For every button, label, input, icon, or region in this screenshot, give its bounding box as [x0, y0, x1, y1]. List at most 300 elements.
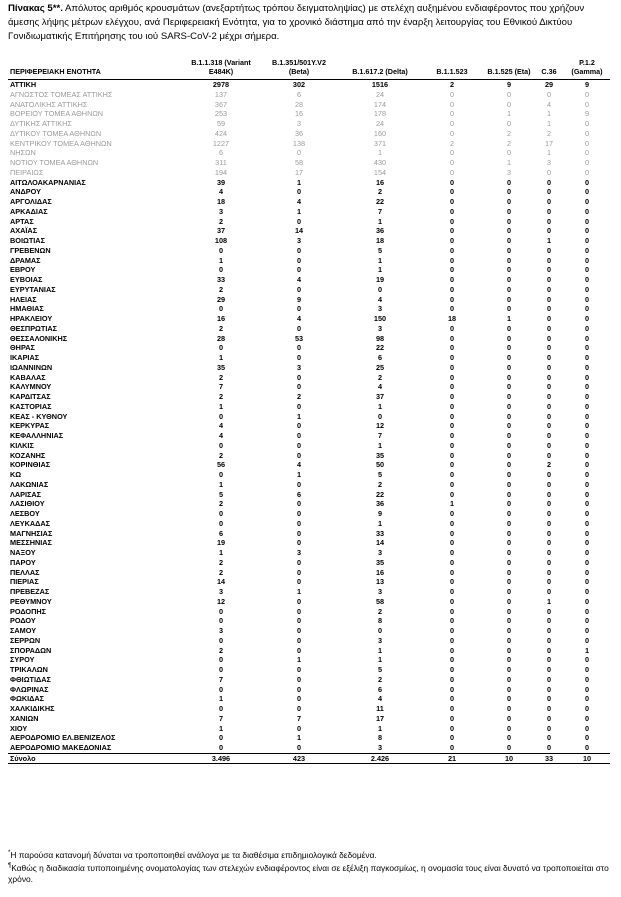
count-cell: 0: [296, 353, 302, 362]
count-cell: 0: [506, 245, 512, 255]
total-cell: 21: [447, 753, 457, 763]
region-name: ΔΥΤΙΚΗΣ ΑΤΤΙΚΗΣ: [10, 119, 72, 128]
region-name: ΕΒΡΟΥ: [10, 265, 36, 275]
count-cell: 0: [296, 606, 302, 616]
count-cell: 154: [373, 167, 387, 177]
count-cell: 4: [377, 694, 383, 704]
count-cell: 0: [449, 343, 455, 353]
count-cell: 3: [296, 548, 302, 557]
count-cell: 2: [377, 372, 383, 382]
count-cell: 0: [506, 577, 512, 587]
region-name: ΚΑΒΑΛΑΣ: [10, 372, 46, 382]
count-cell: 17: [375, 713, 385, 723]
count-cell: 0: [546, 587, 552, 596]
count-cell: 0: [546, 499, 552, 509]
region-name: ΡΕΘΥΜΝΟΥ: [10, 596, 52, 606]
count-cell: 0: [296, 148, 302, 158]
footnotes: [8, 848, 613, 885]
count-cell: 0: [506, 411, 512, 421]
total-row: [8, 753, 610, 765]
count-cell: 33: [375, 528, 385, 538]
table-row: [8, 256, 610, 266]
count-cell: 174: [373, 99, 387, 109]
count-cell: 0: [546, 372, 552, 382]
region-name: ΠΑΡΟΥ: [10, 557, 36, 567]
count-cell: 11: [376, 704, 384, 713]
count-cell: 0: [546, 314, 552, 323]
count-cell: 0: [506, 528, 512, 538]
count-cell: 0: [218, 411, 224, 421]
count-cell: 5: [377, 470, 383, 479]
count-cell: 0: [449, 236, 455, 245]
region-name: ΑΡΓΟΛΙΔΑΣ: [10, 197, 52, 206]
count-cell: 0: [584, 431, 590, 440]
count-cell: 0: [449, 411, 455, 421]
count-cell: 19: [216, 538, 226, 548]
count-cell: 14: [216, 577, 226, 587]
count-cell: 0: [546, 411, 552, 421]
table-row: [8, 197, 610, 207]
region-name: ΚΕΡΚΥΡΑΣ: [10, 421, 50, 431]
count-cell: 2: [218, 284, 224, 294]
count-cell: 0: [584, 713, 590, 723]
header-b1525: B.1.525 (Eta): [487, 67, 531, 76]
count-cell: 0: [584, 392, 590, 401]
count-cell: 1: [377, 216, 383, 226]
count-cell: 0: [218, 665, 224, 674]
table-row: [8, 304, 610, 314]
table-caption: [8, 2, 613, 44]
table-row: [8, 275, 610, 285]
count-cell: 0: [546, 226, 552, 236]
count-cell: 0: [449, 440, 455, 450]
count-cell: 0: [296, 596, 302, 606]
count-cell: 0: [218, 518, 224, 528]
table-row: [8, 685, 610, 695]
count-cell: 0: [506, 626, 512, 635]
count-cell: 0: [584, 567, 590, 577]
count-cell: 0: [449, 158, 455, 167]
table-row: [8, 226, 610, 236]
count-cell: 0: [506, 362, 512, 372]
count-cell: 7: [218, 674, 224, 684]
count-cell: 0: [296, 704, 302, 713]
count-cell: 311: [215, 158, 227, 167]
count-cell: 0: [506, 548, 512, 557]
count-cell: 0: [506, 479, 512, 489]
count-cell: 6: [377, 684, 383, 694]
count-cell: 4: [296, 275, 302, 284]
count-cell: 0: [449, 177, 455, 187]
count-cell: 1: [218, 255, 224, 265]
table-row: [8, 187, 610, 197]
variants-table: [8, 51, 610, 764]
count-cell: 0: [546, 577, 552, 587]
count-cell: 0: [584, 723, 590, 733]
count-cell: 430: [373, 158, 387, 167]
count-cell: 1: [449, 499, 455, 509]
count-cell: 0: [584, 362, 590, 372]
region-name: ΚΑΡΔΙΤΣΑΣ: [10, 392, 51, 401]
count-cell: 36: [375, 226, 385, 236]
count-cell: 0: [584, 684, 590, 694]
count-cell: 150: [373, 314, 387, 323]
count-cell: 22: [375, 489, 385, 499]
count-cell: 0: [546, 479, 552, 489]
count-cell: 0: [546, 177, 552, 187]
count-cell: 3: [218, 626, 224, 635]
table-row: [8, 441, 610, 451]
count-cell: 0: [449, 382, 455, 392]
count-cell: 56: [216, 460, 226, 470]
count-cell: 2: [377, 606, 383, 616]
count-cell: 0: [377, 411, 383, 421]
count-cell: 0: [506, 694, 512, 704]
count-cell: 0: [218, 743, 224, 752]
count-cell: 0: [584, 119, 590, 128]
count-cell: 1: [546, 236, 552, 245]
count-cell: 3: [377, 323, 383, 333]
count-cell: 137: [214, 89, 228, 99]
count-cell: 0: [506, 304, 512, 314]
count-cell: 0: [546, 245, 552, 255]
count-cell: 0: [296, 255, 302, 265]
region-name: ΛΑΚΩΝΙΑΣ: [10, 479, 49, 489]
count-cell: 0: [449, 587, 455, 596]
table-row: [8, 324, 610, 334]
count-cell: 0: [506, 421, 512, 431]
count-cell: 2: [449, 80, 455, 89]
count-cell: 0: [296, 440, 302, 450]
table-header: [8, 51, 610, 80]
table-row: [8, 704, 610, 714]
count-cell: 0: [218, 733, 224, 743]
count-cell: 0: [296, 743, 302, 752]
count-cell: 1: [546, 109, 552, 119]
count-cell: 0: [449, 626, 455, 635]
table-row: [8, 529, 610, 539]
count-cell: 0: [584, 655, 590, 665]
count-cell: 0: [449, 723, 455, 733]
count-cell: 0: [506, 450, 512, 460]
count-cell: 0: [546, 538, 552, 548]
region-name: ΑΧΑΪΑΣ: [10, 226, 38, 236]
count-cell: 0: [296, 265, 302, 275]
count-cell: 0: [546, 567, 552, 577]
region-name: ΙΩΑΝΝΙΝΩΝ: [10, 362, 53, 372]
count-cell: 0: [296, 421, 302, 431]
region-name: ΑΙΤΩΛΟΑΚΑΡΝΑΝΙΑΣ: [10, 177, 86, 187]
count-cell: 16: [216, 314, 226, 323]
count-cell: 7: [218, 713, 224, 723]
count-cell: 0: [506, 236, 512, 245]
count-cell: 0: [584, 606, 590, 616]
count-cell: 0: [506, 187, 512, 197]
count-cell: 0: [584, 372, 590, 382]
count-cell: 0: [546, 684, 552, 694]
count-cell: 0: [546, 665, 552, 674]
count-cell: 39: [216, 177, 226, 187]
count-cell: 0: [584, 421, 590, 431]
count-cell: 4: [296, 460, 302, 470]
count-cell: 371: [373, 138, 387, 148]
count-cell: 0: [449, 245, 455, 255]
count-cell: 1: [506, 109, 512, 119]
count-cell: 0: [546, 626, 552, 635]
count-cell: 0: [546, 333, 552, 343]
table-row: [8, 665, 610, 675]
count-cell: 0: [584, 314, 590, 323]
count-cell: 0: [506, 353, 512, 362]
count-cell: 0: [546, 694, 552, 704]
count-cell: 4: [296, 314, 302, 323]
count-cell: 0: [449, 216, 455, 226]
table-row: [8, 675, 610, 685]
count-cell: 0: [546, 255, 552, 265]
count-cell: 0: [506, 596, 512, 606]
count-cell: 0: [584, 333, 590, 343]
count-cell: 6: [296, 89, 302, 99]
count-cell: 0: [296, 343, 302, 353]
count-cell: 28: [216, 333, 226, 343]
table-row: [8, 412, 610, 422]
count-cell: 0: [506, 538, 512, 548]
count-cell: 0: [584, 158, 590, 167]
count-cell: 0: [584, 460, 590, 470]
count-cell: 0: [449, 460, 455, 470]
count-cell: 35: [216, 362, 226, 372]
footnote: [8, 861, 613, 885]
table-row: [8, 538, 610, 548]
count-cell: 0: [296, 499, 302, 509]
count-cell: 0: [546, 557, 552, 567]
count-cell: 194: [214, 167, 228, 177]
table-row: [8, 451, 610, 461]
count-cell: 0: [546, 421, 552, 431]
count-cell: 7: [377, 431, 383, 440]
count-cell: 0: [506, 440, 512, 450]
count-cell: 0: [449, 294, 455, 304]
total-cell: 423: [292, 753, 306, 763]
table-row: [8, 694, 610, 704]
region-name: ΝΗΣΩΝ: [10, 148, 36, 158]
count-cell: 35: [375, 450, 385, 460]
count-cell: 0: [584, 499, 590, 509]
count-cell: 0: [584, 304, 590, 314]
count-cell: 33: [216, 275, 226, 284]
count-cell: 0: [546, 518, 552, 528]
count-cell: 0: [506, 148, 512, 158]
count-cell: 0: [506, 119, 512, 128]
count-cell: 0: [449, 645, 455, 655]
count-cell: 0: [584, 518, 590, 528]
count-cell: 0: [546, 304, 552, 314]
region-name: ΗΜΑΘΙΑΣ: [10, 304, 44, 314]
total-label: Σύνολο: [10, 753, 36, 763]
count-cell: 0: [377, 284, 383, 294]
count-cell: 2: [218, 645, 224, 655]
count-cell: 0: [584, 538, 590, 548]
count-cell: 0: [218, 440, 224, 450]
count-cell: 0: [449, 109, 455, 119]
total-cell: 10: [504, 753, 514, 763]
table-row: [8, 460, 610, 470]
region-name: ΑΝΑΤΟΛΙΚΗΣ ΑΤΤΙΚΗΣ: [10, 99, 88, 109]
count-cell: 0: [449, 226, 455, 236]
table-row: [8, 724, 610, 734]
count-cell: 0: [546, 89, 552, 99]
count-cell: 0: [296, 684, 302, 694]
count-cell: 0: [584, 284, 590, 294]
count-cell: 0: [546, 606, 552, 616]
count-cell: 0: [506, 333, 512, 343]
table-row: [8, 607, 610, 617]
count-cell: 0: [449, 704, 455, 713]
count-cell: 0: [584, 557, 590, 567]
count-cell: 0: [584, 216, 590, 226]
count-cell: 0: [449, 431, 455, 440]
count-cell: 0: [449, 206, 455, 216]
count-cell: 3: [296, 236, 302, 245]
count-cell: 0: [546, 187, 552, 197]
count-cell: 0: [449, 713, 455, 723]
count-cell: 3: [296, 362, 302, 372]
table-row: [8, 587, 610, 597]
table-row: [8, 646, 610, 656]
table-row: [8, 343, 610, 353]
count-cell: 1: [296, 177, 302, 187]
count-cell: 0: [584, 275, 590, 284]
count-cell: 0: [218, 684, 224, 694]
count-cell: 13: [375, 577, 385, 587]
count-cell: 6: [377, 353, 383, 362]
region-name: ΔΥΤΙΚΟΥ ΤΟΜΕΑ ΑΘΗΝΩΝ: [10, 128, 102, 138]
count-cell: 0: [449, 509, 455, 518]
count-cell: 0: [506, 99, 512, 109]
count-cell: 0: [584, 187, 590, 197]
table-row: [8, 236, 610, 246]
footnote: [8, 848, 613, 861]
count-cell: 9: [506, 80, 512, 89]
table-row: [8, 499, 610, 509]
count-cell: 2: [377, 187, 383, 197]
count-cell: 0: [449, 518, 455, 528]
region-name: ΜΕΣΣΗΝΙΑΣ: [10, 538, 52, 548]
table-subrow: [8, 158, 610, 168]
count-cell: 0: [506, 294, 512, 304]
count-cell: 0: [449, 596, 455, 606]
count-cell: 0: [546, 509, 552, 518]
count-cell: 0: [546, 343, 552, 353]
table-row: [8, 577, 610, 587]
caption-text: Απόλυτος αριθμός κρουσμάτων (ανεξαρτήτως τρόπου δειγματοληψίας) με στελέχη αυξημένου ενδιαφέροντος που χρήζουν άμεσης λήψης μέτρων ελέγχου, ανά Περιφερειακή Ενότητα, για το χρονικό διάστημα από την έναρξη λειτουργίας του Εθνικού Δικτύου Γονιδιωματικής Επιτήρησης του ιού SARS-CoV-2 μέχρι σήμερα.: [8, 3, 585, 42]
count-cell: 18: [375, 236, 385, 245]
count-cell: 0: [546, 431, 552, 440]
count-cell: 0: [449, 284, 455, 294]
table-row: [8, 314, 610, 324]
count-cell: 0: [218, 616, 224, 626]
count-cell: 0: [449, 187, 455, 197]
count-cell: 0: [584, 616, 590, 626]
table-subrow: [8, 100, 610, 110]
header-p12: P.1.2 (Gamma): [571, 58, 603, 76]
count-cell: 0: [296, 216, 302, 226]
region-name: ΦΛΩΡΙΝΑΣ: [10, 684, 49, 694]
table-row: [8, 480, 610, 490]
count-cell: 3: [218, 206, 224, 216]
count-cell: 0: [296, 635, 302, 645]
region-name: ΒΟΡΕΙΟΥ ΤΟΜΕΑ ΑΘΗΝΩΝ: [10, 109, 104, 119]
count-cell: 0: [546, 713, 552, 723]
count-cell: 0: [218, 606, 224, 616]
count-cell: 1: [296, 733, 302, 743]
count-cell: 0: [296, 479, 302, 489]
count-cell: 0: [584, 197, 590, 206]
count-cell: 1: [218, 353, 224, 362]
count-cell: 2: [218, 323, 224, 333]
count-cell: 0: [449, 528, 455, 538]
count-cell: 0: [218, 343, 224, 353]
region-name: ΛΕΥΚΑΔΑΣ: [10, 518, 51, 528]
table-subrow: [8, 90, 610, 100]
count-cell: 0: [449, 655, 455, 665]
count-cell: 0: [449, 128, 455, 138]
count-cell: 0: [296, 665, 302, 674]
count-cell: 2: [546, 128, 552, 138]
count-cell: 0: [546, 674, 552, 684]
count-cell: 4: [218, 187, 224, 197]
count-cell: 0: [449, 275, 455, 284]
count-cell: 50: [375, 460, 385, 470]
count-cell: 2: [377, 674, 383, 684]
count-cell: 58: [294, 158, 304, 167]
count-cell: 2: [218, 392, 224, 401]
count-cell: 14: [294, 226, 304, 236]
count-cell: 0: [546, 294, 552, 304]
count-cell: 0: [449, 733, 455, 743]
count-cell: 0: [296, 284, 302, 294]
table-row: [8, 382, 610, 392]
count-cell: 0: [296, 304, 302, 314]
count-cell: 0: [546, 323, 552, 333]
count-cell: 0: [506, 460, 512, 470]
count-cell: 4: [218, 421, 224, 431]
count-cell: 1: [377, 265, 383, 275]
count-cell: 2: [218, 567, 224, 577]
count-cell: 0: [449, 401, 455, 411]
table-row: [8, 568, 610, 578]
count-cell: 0: [584, 665, 590, 674]
count-cell: 0: [506, 587, 512, 596]
count-cell: 0: [449, 567, 455, 577]
region-name: ΑΝΔΡΟΥ: [10, 187, 41, 197]
count-cell: 0: [546, 733, 552, 743]
region-name: ΘΕΣΣΑΛΟΝΙΚΗΣ: [10, 333, 68, 343]
region-name: ΑΡΤΑΣ: [10, 216, 34, 226]
count-cell: 1: [377, 723, 383, 733]
region-name: ΛΕΣΒΟΥ: [10, 509, 40, 518]
header-b1351: B.1.351/501Y.V2 (Beta): [272, 58, 326, 76]
count-cell: 16: [294, 109, 304, 119]
region-name: ΓΡΕΒΕΝΩΝ: [10, 245, 51, 255]
count-cell: 0: [584, 148, 590, 158]
table-row: [8, 714, 610, 724]
count-cell: 0: [584, 167, 590, 177]
count-cell: 0: [506, 557, 512, 567]
count-cell: 1: [377, 255, 383, 265]
count-cell: 1: [377, 148, 383, 158]
count-cell: 0: [506, 275, 512, 284]
